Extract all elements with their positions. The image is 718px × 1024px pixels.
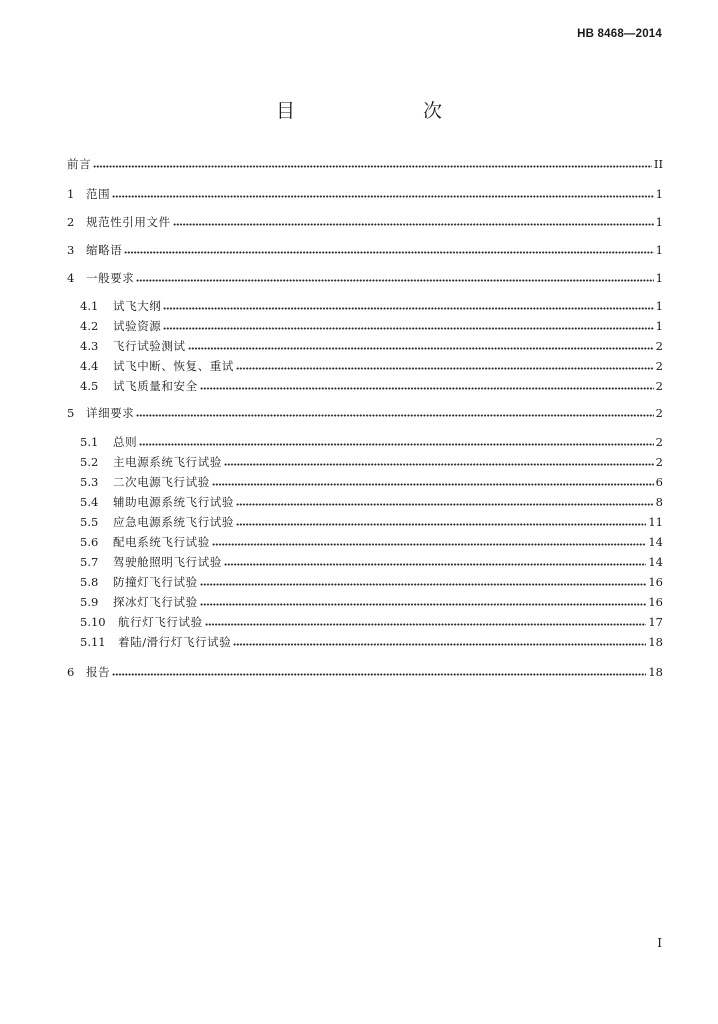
toc-entry-number: 2 xyxy=(67,215,75,229)
toc-entry-number: 5.3 xyxy=(80,475,99,489)
dot-leader xyxy=(136,279,653,282)
dot-leader xyxy=(112,673,646,676)
toc-entry-page: 11 xyxy=(648,515,663,529)
toc-entry-page: 1 xyxy=(655,299,663,313)
toc-entry-5-11[interactable] xyxy=(80,633,663,651)
toc-entry-4-2[interactable] xyxy=(80,317,663,335)
toc-entry-page: 2 xyxy=(655,455,663,469)
toc-entry-number: 5.11 xyxy=(80,635,106,649)
toc-entry-label: 试飞大纲 xyxy=(113,299,162,313)
dot-leader xyxy=(212,483,654,486)
toc-entry-page: 6 xyxy=(655,475,663,489)
toc-entry-number: 5.7 xyxy=(80,555,99,569)
toc-entry-number: 5.9 xyxy=(80,595,99,609)
toc-entry-5-2[interactable] xyxy=(80,453,663,471)
toc-entry-page: 1 xyxy=(655,319,663,333)
toc-entry-number: 3 xyxy=(67,243,75,257)
toc-entry-label: 一般要求 xyxy=(86,271,135,285)
dot-leader xyxy=(112,195,653,198)
toc-entry-5-3[interactable] xyxy=(80,473,663,491)
toc-entry-label: 试飞质量和安全 xyxy=(113,379,198,393)
toc-entry-number: 5.6 xyxy=(80,535,99,549)
toc-entry-number: 4.2 xyxy=(80,319,99,333)
toc-entry-5-8[interactable] xyxy=(80,573,663,591)
toc-entry-label: 缩略语 xyxy=(86,243,123,257)
toc-entry-3[interactable] xyxy=(67,241,663,259)
toc-entry-page: 2 xyxy=(655,359,663,373)
dot-leader xyxy=(124,251,653,254)
dot-leader xyxy=(200,387,654,390)
toc-entry-5-5[interactable] xyxy=(80,513,663,531)
toc-entry-number: 5.5 xyxy=(80,515,99,529)
toc-entry-page: 14 xyxy=(648,535,663,549)
toc-title: 目 次 xyxy=(275,100,472,122)
toc-entry-label: 主电源系统飞行试验 xyxy=(113,455,222,469)
toc-entry-number: 5.8 xyxy=(80,575,99,589)
toc-entry-label: 航行灯飞行试验 xyxy=(118,615,203,629)
toc-entry-5-1[interactable] xyxy=(80,433,663,451)
toc-entry-number: 5.4 xyxy=(80,495,99,509)
toc-entry-number: 5.10 xyxy=(80,615,106,629)
toc-entry-label: 着陆/滑行灯飞行试验 xyxy=(118,635,232,649)
toc-entry-number: 5.1 xyxy=(80,435,99,449)
dot-leader xyxy=(224,463,654,466)
dot-leader xyxy=(200,583,647,586)
dot-leader xyxy=(139,443,653,446)
toc-entry-5-9[interactable] xyxy=(80,593,663,611)
toc-entry-label: 试飞中断、恢复、重试 xyxy=(113,359,234,373)
toc-entry-5-10[interactable] xyxy=(80,613,663,631)
dot-leader xyxy=(93,165,652,168)
toc-entry-4[interactable] xyxy=(67,269,663,287)
toc-entry-number: 4 xyxy=(67,271,75,285)
toc-entry-1[interactable] xyxy=(67,185,663,203)
toc-entry-number: 4.5 xyxy=(80,379,99,393)
toc-entry-5-7[interactable] xyxy=(80,553,663,571)
toc-entry-label: 飞行试验测试 xyxy=(113,339,186,353)
toc-entry-label: 详细要求 xyxy=(86,406,135,420)
toc-entry-label: 范围 xyxy=(86,187,111,201)
toc-entry-page: 1 xyxy=(655,271,663,285)
dot-leader xyxy=(236,367,654,370)
toc-entry-number: 5 xyxy=(67,406,75,420)
toc-entry-label: 探冰灯飞行试验 xyxy=(113,595,198,609)
toc-entry-4-5[interactable] xyxy=(80,377,663,395)
toc-entry-5-6[interactable] xyxy=(80,533,663,551)
toc-entry-page: 2 xyxy=(655,406,663,420)
toc-entry-page: 1 xyxy=(655,243,663,257)
toc-entry-page: 18 xyxy=(648,665,663,679)
toc-entry-label: 辅助电源系统飞行试验 xyxy=(113,495,234,509)
toc-entry-page: 2 xyxy=(655,435,663,449)
toc-entry-5-4[interactable] xyxy=(80,493,663,511)
dot-leader xyxy=(233,643,646,646)
toc-entry-6[interactable] xyxy=(67,663,663,681)
standard-code: HB 8468—2014 xyxy=(577,28,662,40)
toc-entry-number: 5.2 xyxy=(80,455,99,469)
toc-entry-4-1[interactable] xyxy=(80,297,663,315)
dot-leader xyxy=(163,307,653,310)
toc-entry-page: II xyxy=(653,157,663,171)
toc-entry-foreword[interactable] xyxy=(67,155,663,173)
toc-entry-number: 4.3 xyxy=(80,339,99,353)
toc-entry-2[interactable] xyxy=(67,213,663,231)
toc-entry-page: 17 xyxy=(648,615,663,629)
toc-entry-label: 总则 xyxy=(113,435,138,449)
toc-entry-page: 1 xyxy=(655,215,663,229)
dot-leader xyxy=(136,414,653,417)
toc-entry-label: 前言 xyxy=(67,157,92,171)
toc-entry-page: 14 xyxy=(648,555,663,569)
toc-entry-4-3[interactable] xyxy=(80,337,663,355)
toc-entry-page: 2 xyxy=(655,379,663,393)
dot-leader xyxy=(236,503,654,506)
toc-entry-number: 1 xyxy=(67,187,75,201)
dot-leader xyxy=(205,623,647,626)
dot-leader xyxy=(224,563,646,566)
toc-entry-page: 2 xyxy=(655,339,663,353)
toc-entry-page: 16 xyxy=(648,595,663,609)
toc-entry-label: 报告 xyxy=(86,665,111,679)
toc-entry-label: 防撞灯飞行试验 xyxy=(113,575,198,589)
toc-entry-page: 16 xyxy=(648,575,663,589)
dot-leader xyxy=(200,603,647,606)
toc-entry-5[interactable] xyxy=(67,404,663,422)
toc-entry-label: 配电系统飞行试验 xyxy=(113,535,210,549)
toc-entry-number: 4.1 xyxy=(80,299,99,313)
dot-leader xyxy=(188,347,654,350)
toc-entry-label: 驾驶舱照明飞行试验 xyxy=(113,555,222,569)
toc-entry-number: 6 xyxy=(67,665,75,679)
dot-leader xyxy=(236,523,646,526)
dot-leader xyxy=(163,327,653,330)
toc-entry-page: 8 xyxy=(655,495,663,509)
toc-entry-label: 应急电源系统飞行试验 xyxy=(113,515,234,529)
toc-entry-label: 二次电源飞行试验 xyxy=(113,475,210,489)
toc-entry-label: 规范性引用文件 xyxy=(86,215,171,229)
dot-leader xyxy=(212,543,647,546)
toc-entry-label: 试验资源 xyxy=(113,319,162,333)
toc-entry-4-4[interactable] xyxy=(80,357,663,375)
toc-entry-number: 4.4 xyxy=(80,359,99,373)
page-number: I xyxy=(657,936,662,950)
toc-entry-page: 18 xyxy=(648,635,663,649)
dot-leader xyxy=(173,223,654,226)
toc-entry-page: 1 xyxy=(655,187,663,201)
